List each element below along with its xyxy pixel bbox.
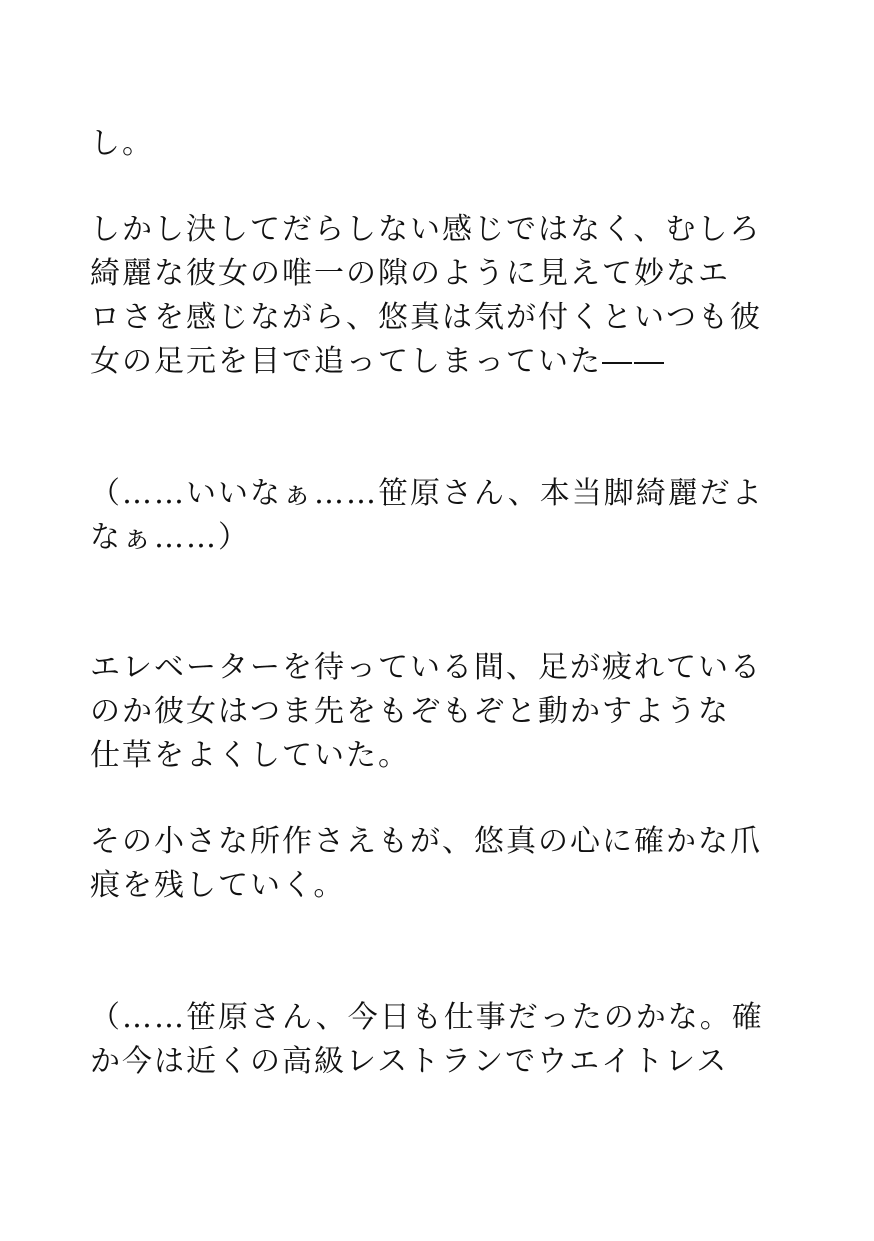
text-line: しかし決してだらしない感じではなく、むしろ — [90, 212, 762, 247]
text-line: のか彼女はつま先をもぞもぞと動かすような — [90, 694, 730, 729]
text-line: か今は近くの高級レストランでウエイトレス — [90, 1044, 729, 1079]
text-line: 女の足元を目で追ってしまっていた―― — [90, 344, 666, 379]
text-line: 仕草をよくしていた。 — [90, 738, 410, 773]
text-line: （……笹原さん、今日も仕事だったのかな。確 — [90, 1000, 764, 1035]
text-line: エレベーターを待っている間、足が疲れている — [90, 650, 762, 685]
text-line: ロさを感じながら、悠真は気が付くといつも彼 — [90, 300, 762, 335]
text-line: 痕を残していく。 — [90, 868, 346, 903]
text-line: その小さな所作さえもが、悠真の心に確かな爪 — [90, 824, 762, 859]
text-line: （……いいなぁ……笹原さん、本当脚綺麗だよ — [90, 476, 764, 511]
text-line: なぁ……） — [90, 520, 250, 555]
text-line: 綺麗な彼女の唯一の隙のように見えて妙なエ — [90, 256, 730, 291]
text-line: し。 — [90, 126, 154, 161]
